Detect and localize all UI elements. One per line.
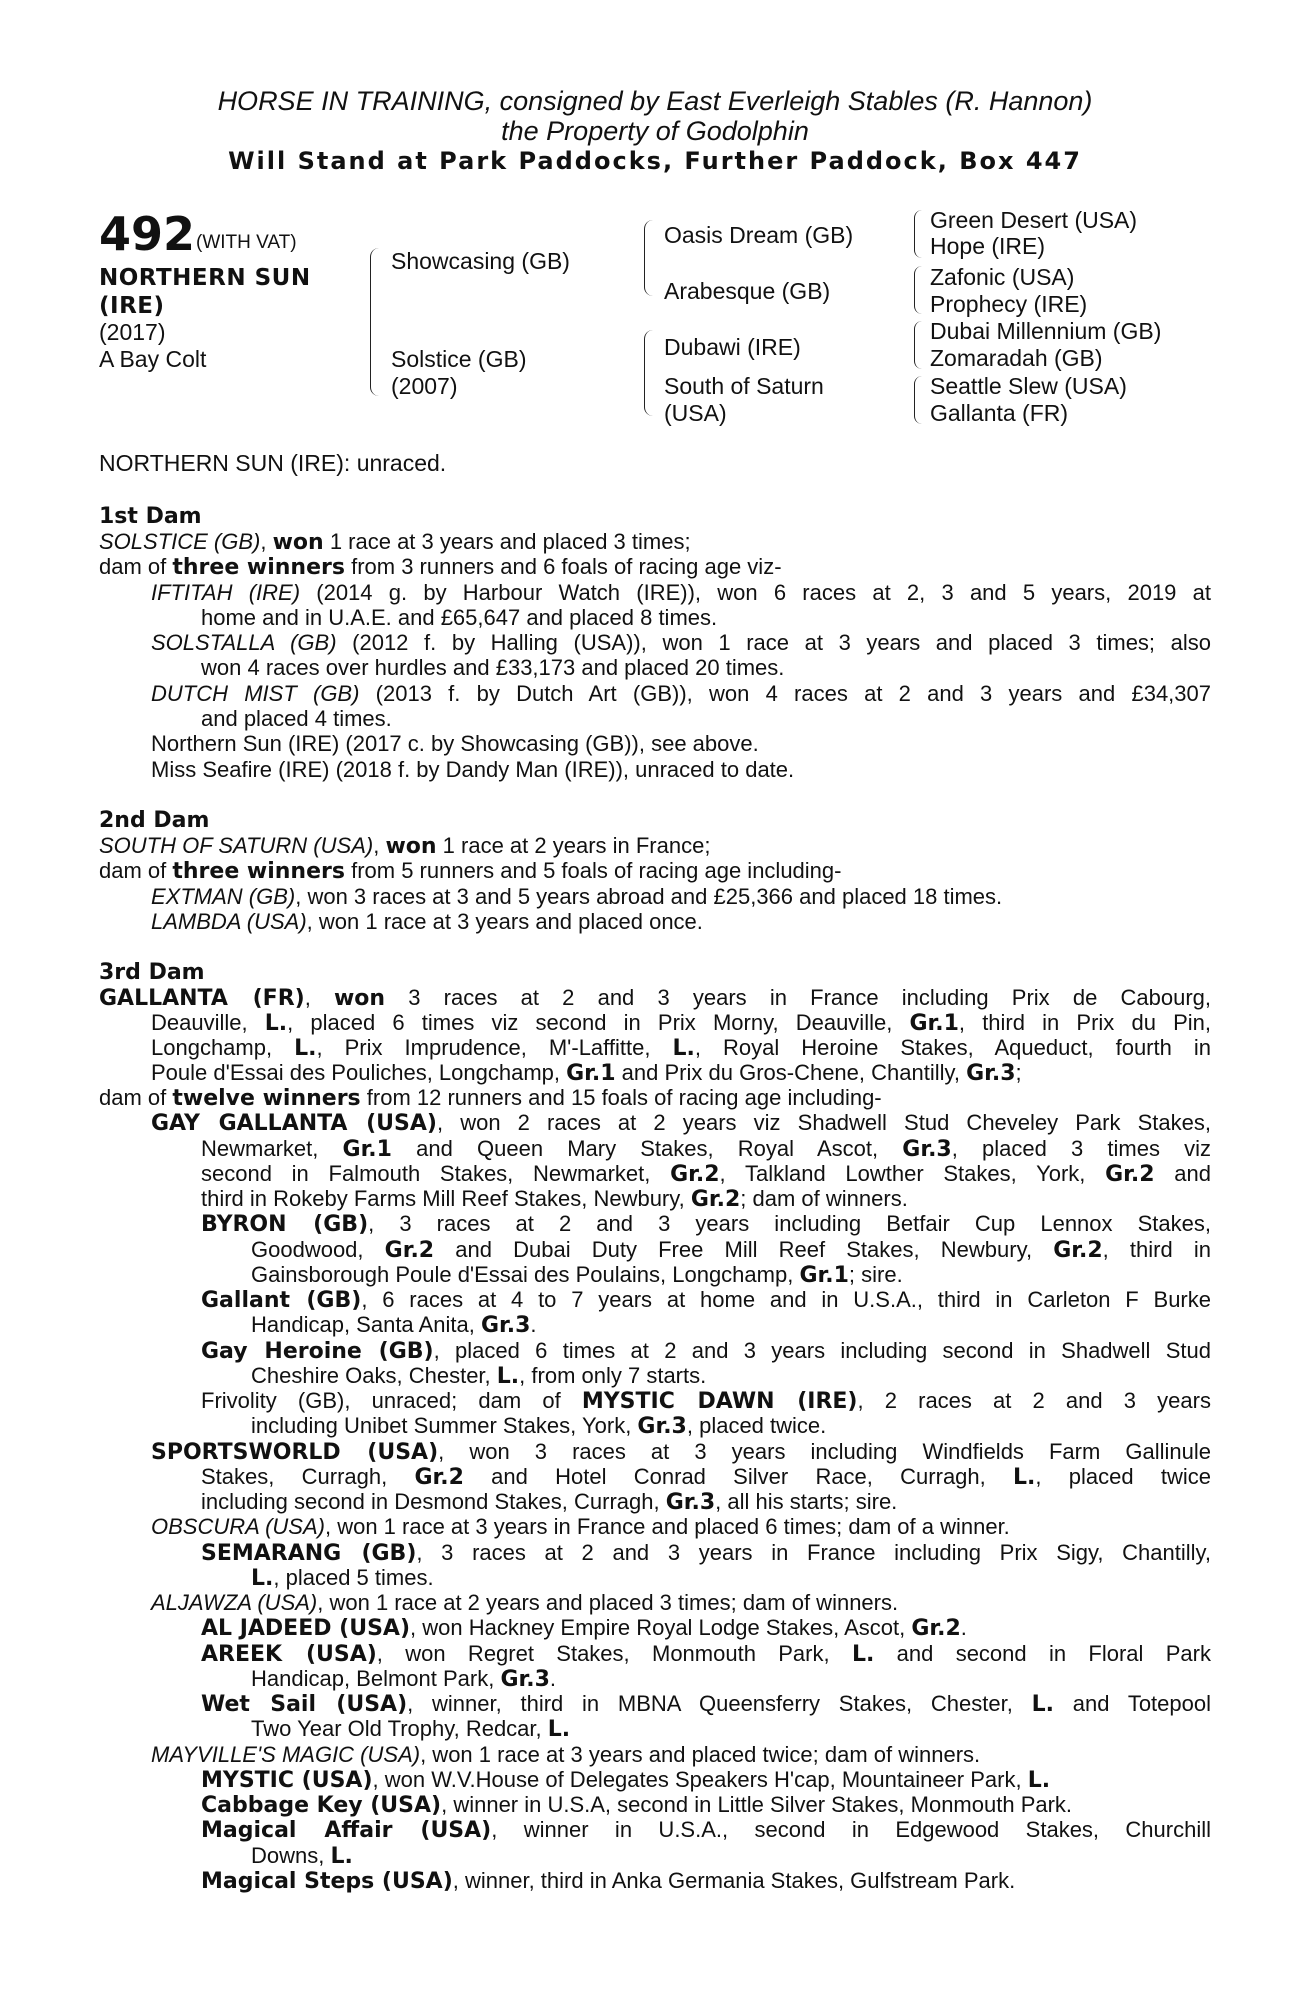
horse-description: A Bay Colt <box>99 346 207 372</box>
produce-gay-heroine: Gay Heroine (GB), placed 6 times at 2 and 3 years including second in Shadwell Stud <box>201 1338 1211 1364</box>
horse-name-line2: (IRE) <box>99 293 165 319</box>
sdd: Prophecy (IRE) <box>930 291 1088 317</box>
produce-mystic: MYSTIC (USA), won W.V.House of Delegates Speakers H'cap, Mountaineer Park, L. <box>201 1767 1051 1793</box>
produce-gay-gallanta-3: second in Falmouth Stakes, Newmarket, Gr.2, Talkland Lowther Stakes, York, Gr.2 and <box>201 1161 1211 1187</box>
pedigree-brace-ds <box>914 321 922 369</box>
dsd: Zomaradah (GB) <box>930 345 1103 371</box>
horse-name-line1: NORTHERN SUN <box>99 265 311 291</box>
gallanta-line-4: Poule d'Essai des Pouliches, Longchamp, Gr.1 and Prix du Gros-Chene, Chantilly, Gr.3; <box>151 1060 1022 1086</box>
vat-label: (WITH VAT) <box>196 232 297 253</box>
produce-lambda: LAMBDA (USA), won 1 race at 3 years and placed once. <box>151 909 703 934</box>
gallanta-line: GALLANTA (FR), won 3 races at 2 and 3 years in France including Prix de Cabourg, <box>99 985 1212 1011</box>
produce-sportsworld: SPORTSWORLD (USA), won 3 races at 3 years including Windfields Farm Gallinule <box>151 1439 1212 1465</box>
dam: Solstice (GB) <box>391 346 527 372</box>
first-dam-produce-summary: dam of three winners from 3 runners and 6 foals of racing age viz- <box>99 554 782 580</box>
produce-gay-heroine-2: Cheshire Oaks, Chester, L., from only 7 starts. <box>251 1363 707 1389</box>
produce-byron: BYRON (GB), 3 races at 2 and 3 years including Betfair Cup Lennox Stakes, <box>201 1211 1211 1237</box>
produce-gallant-2: Handicap, Santa Anita, Gr.3. <box>251 1312 537 1338</box>
produce-areek: AREEK (USA), won Regret Stakes, Monmouth Park, L. and second in Floral Park <box>201 1641 1211 1667</box>
gallanta-line-3: Longchamp, L., Prix Imprudence, M'-Laffitte, L., Royal Heroine Stakes, Aqueduct, fourth in <box>151 1035 1211 1061</box>
consignor-line: HORSE IN TRAINING, consigned by East Everleigh Stables (R. Hannon) <box>217 86 1093 116</box>
produce-frivolity-2: including Unibet Summer Stakes, York, Gr.3, placed twice. <box>251 1413 827 1439</box>
produce-solstalla-cont: won 4 races over hurdles and £33,173 and placed 20 times. <box>201 655 785 680</box>
produce-al-jadeed: AL JADEED (USA), won Hackney Empire Royal Lodge Stakes, Ascot, Gr.2. <box>201 1615 967 1641</box>
gallanta-line-2: Deauville, L., placed 6 times viz second in Prix Morny, Deauville, Gr.1, third in Prix du Pin, <box>151 1010 1211 1036</box>
sds: Zafonic (USA) <box>930 264 1075 290</box>
produce-extman: EXTMAN (GB), won 3 races at 3 and 5 years abroad and £25,366 and placed 18 times. <box>151 884 1003 909</box>
produce-semarang: SEMARANG (GB), 3 races at 2 and 3 years in France including Prix Sigy, Chantilly, <box>201 1540 1212 1566</box>
produce-sportsworld-2: Stakes, Curragh, Gr.2 and Hotel Conrad Silver Race, Curragh, L., placed twice <box>201 1464 1212 1490</box>
produce-dutch-mist: DUTCH MIST (GB) (2013 f. by Dutch Art (GB)), won 4 races at 2 and 3 years and £34,307 <box>151 681 1211 706</box>
lot-number: 492 <box>99 207 196 261</box>
location-line: Will Stand at Park Paddocks, Further Paddock, Box 447 <box>228 147 1082 175</box>
pedigree-brace-dd <box>914 376 922 424</box>
dam-dam-country: (USA) <box>664 400 727 426</box>
horse-name <box>99 264 311 320</box>
dam-year: (2007) <box>391 373 458 399</box>
dss: Dubai Millennium (GB) <box>930 318 1162 344</box>
sire-sire: Oasis Dream (GB) <box>664 222 854 248</box>
ddd: Gallanta (FR) <box>930 400 1069 426</box>
pedigree-brace-sd <box>914 266 922 314</box>
pedigree-brace-ss <box>914 210 922 258</box>
sire-dam: Arabesque (GB) <box>664 278 831 304</box>
sire: Showcasing (GB) <box>391 248 570 274</box>
second-dam-heading: 2nd Dam <box>99 808 210 833</box>
first-dam-line: SOLSTICE (GB), won 1 race at 3 years and placed 3 times; <box>99 529 691 555</box>
third-dam-heading: 3rd Dam <box>99 960 205 985</box>
produce-gay-gallanta-4: third in Rokeby Farms Mill Reef Stakes, Newbury, Gr.2; dam of winners. <box>201 1186 908 1212</box>
race-record: NORTHERN SUN (IRE): unraced. <box>99 450 447 476</box>
produce-iftitah: IFTITAH (IRE) (2014 g. by Harbour Watch (IRE)), won 6 races at 2, 3 and 5 years, 2019 at <box>151 580 1211 605</box>
produce-byron-2: Goodwood, Gr.2 and Dubai Duty Free Mill Reef Stakes, Newbury, Gr.2, third in <box>251 1237 1211 1263</box>
produce-frivolity: Frivolity (GB), unraced; dam of MYSTIC DAWN (IRE), 2 races at 2 and 3 years <box>201 1388 1211 1414</box>
pedigree-brace-gen1 <box>370 248 379 396</box>
pedigree-brace-sire <box>644 220 653 296</box>
second-dam-line: SOUTH OF SATURN (USA), won 1 race at 2 years in France; <box>99 833 711 859</box>
produce-obscura: OBSCURA (USA), won 1 race at 3 years in France and placed 6 times; dam of a winner. <box>151 1514 1010 1539</box>
produce-aljawza: ALJAWZA (USA), won 1 race at 2 years and placed 3 times; dam of winners. <box>151 1590 899 1615</box>
second-dam-produce-summary: dam of three winners from 5 runners and 5 foals of racing age including- <box>99 858 842 884</box>
produce-iftitah-cont: home and in U.A.E. and £65,647 and placed 8 times. <box>201 605 718 630</box>
produce-cabbage-key: Cabbage Key (USA), winner in U.S.A, second in Little Silver Stakes, Monmouth Park. <box>201 1792 1073 1818</box>
ssd: Hope (IRE) <box>930 233 1046 259</box>
produce-gay-gallanta: GAY GALLANTA (USA), won 2 races at 2 years viz Shadwell Stud Cheveley Park Stakes, <box>151 1110 1211 1136</box>
produce-areek-2: Handicap, Belmont Park, Gr.3. <box>251 1666 557 1692</box>
produce-byron-3: Gainsborough Poule d'Essai des Poulains, Longchamp, Gr.1; sire. <box>251 1262 903 1288</box>
produce-sportsworld-3: including second in Desmond Stakes, Curragh, Gr.3, all his starts; sire. <box>201 1489 898 1515</box>
produce-dutch-mist-cont: and placed 4 times. <box>201 706 392 731</box>
first-dam-heading: 1st Dam <box>99 504 202 529</box>
produce-northern-sun: Northern Sun (IRE) (2017 c. by Showcasing (GB)), see above. <box>151 731 759 756</box>
gallanta-produce-summary: dam of twelve winners from 12 runners and 15 foals of racing age including- <box>99 1085 882 1111</box>
produce-semarang-2: L., placed 5 times. <box>251 1565 434 1591</box>
dds: Seattle Slew (USA) <box>930 373 1127 399</box>
produce-mayvilles-magic: MAYVILLE'S MAGIC (USA), won 1 race at 3 years and placed twice; dam of winners. <box>151 1742 981 1767</box>
sss: Green Desert (USA) <box>930 207 1138 233</box>
produce-miss-seafire: Miss Seafire (IRE) (2018 f. by Dandy Man (IRE)), unraced to date. <box>151 757 795 782</box>
produce-wet-sail: Wet Sail (USA), winner, third in MBNA Queensferry Stakes, Chester, L. and Totepool <box>201 1691 1211 1717</box>
produce-gay-gallanta-2: Newmarket, Gr.1 and Queen Mary Stakes, Royal Ascot, Gr.3, placed 3 times viz <box>201 1136 1212 1162</box>
produce-solstalla: SOLSTALLA (GB) (2012 f. by Halling (USA)), won 1 race at 3 years and placed 3 times; also <box>151 630 1211 655</box>
dam-dam: South of Saturn <box>664 373 824 399</box>
produce-magical-steps: Magical Steps (USA), winner, third in Anka Germania Stakes, Gulfstream Park. <box>201 1868 1016 1894</box>
produce-magical-affair: Magical Affair (USA), winner in U.S.A., second in Edgewood Stakes, Churchill <box>201 1817 1212 1843</box>
produce-gallant: Gallant (GB), 6 races at 4 to 7 years at home and in U.S.A., third in Carleton F Burke <box>201 1287 1211 1313</box>
produce-magical-affair-2: Downs, L. <box>251 1843 353 1869</box>
produce-wet-sail-2: Two Year Old Trophy, Redcar, L. <box>251 1716 571 1742</box>
pedigree-brace-dam <box>644 330 653 416</box>
property-line: the Property of Godolphin <box>501 116 809 146</box>
foaling-year: (2017) <box>99 319 166 345</box>
dam-sire: Dubawi (IRE) <box>664 334 801 360</box>
